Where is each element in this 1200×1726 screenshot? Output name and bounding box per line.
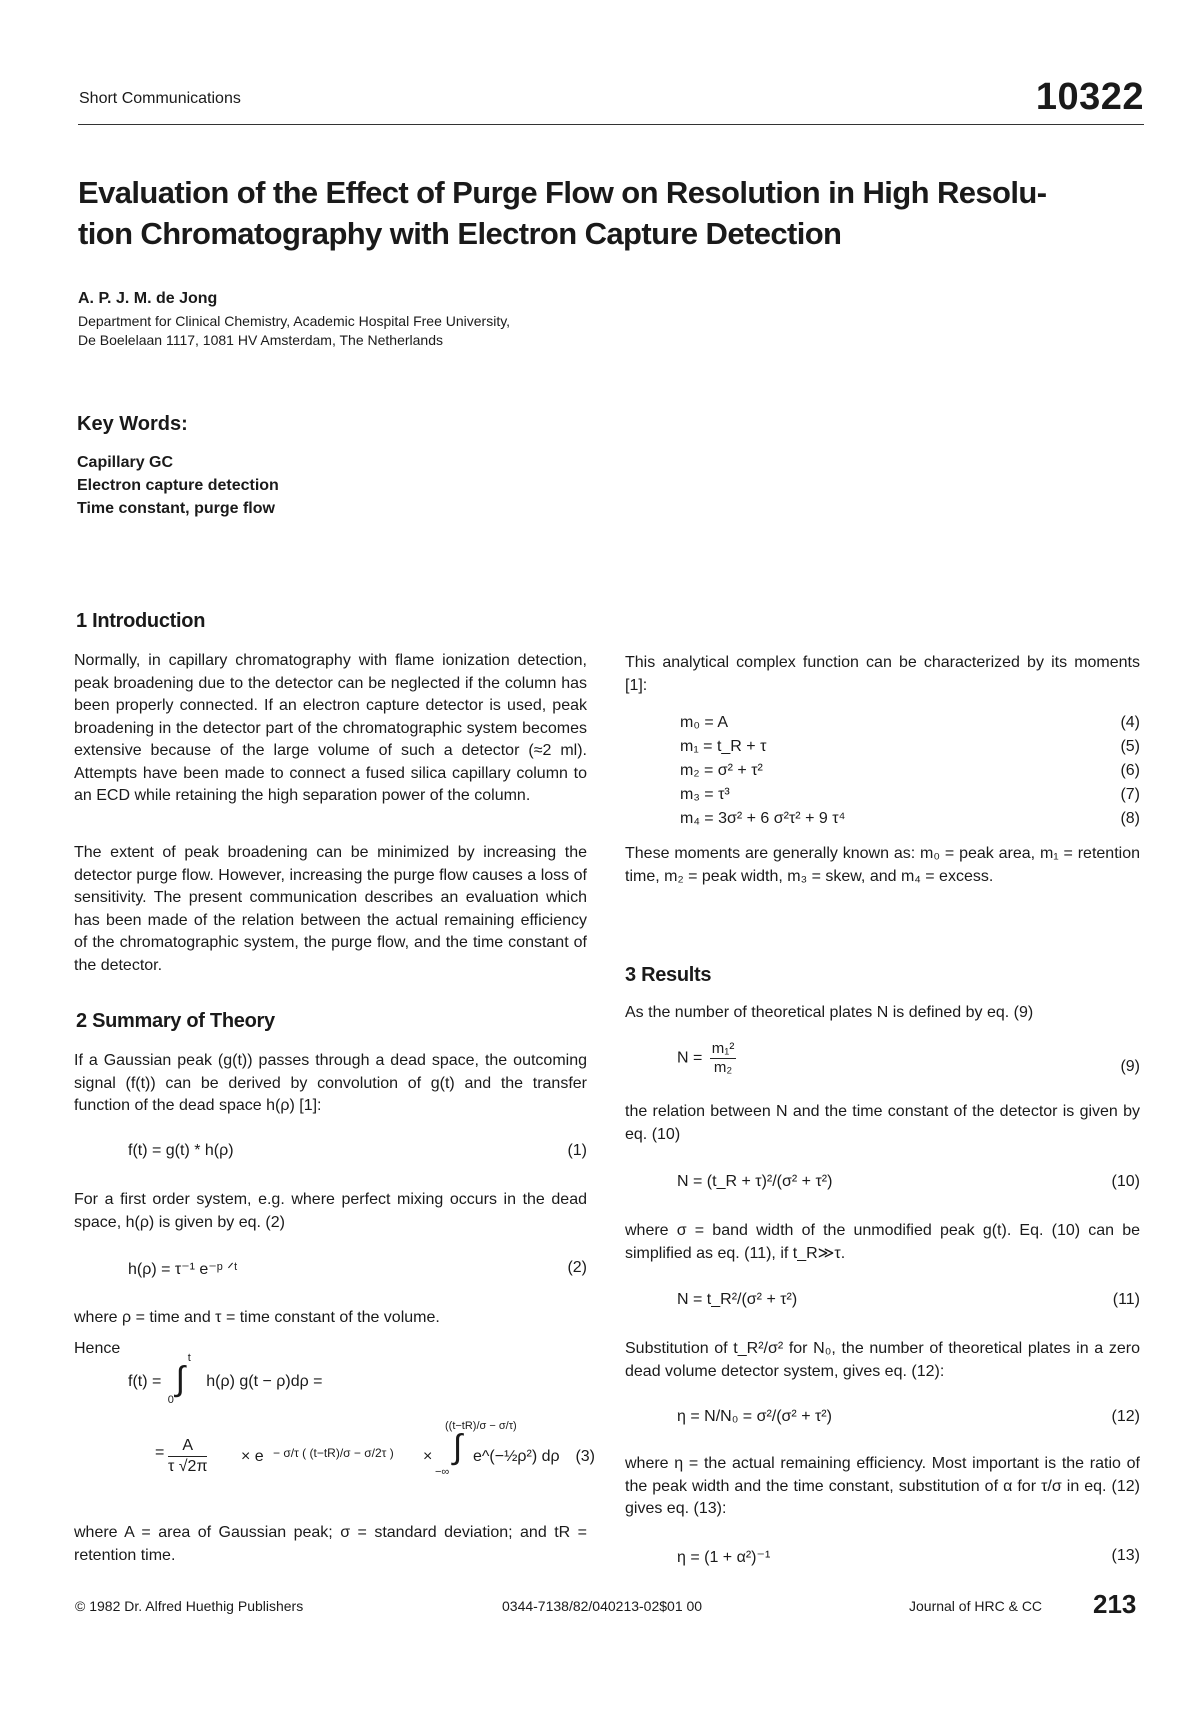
equation-10: N = (t_R + τ)²/(σ² + τ²)	[677, 1173, 833, 1190]
moment-row	[680, 738, 1140, 762]
intro-paragraph: The extent of peak broadening can be minimized by increasing the detector purge flow. However, increasing the purge flow causes a loss of sensitivity. The present communication describes an evaluation which has been made of the relation between the actual remaining efficiency of the chromatographic system, the purge flow, and the time constant of the detector.	[74, 844, 587, 974]
theory-paragraph: where A = area of Gaussian peak; σ = standard deviation; and tR = retention time.	[74, 1524, 587, 1564]
running-header: Short Communications	[79, 90, 241, 107]
header-rule	[78, 124, 1144, 125]
title-line: tion Chromatography with Electron Capture Detection	[78, 216, 842, 251]
moment-eq: m₃ = τ³	[680, 786, 730, 803]
equation-number: (3)	[575, 1448, 595, 1465]
equation-number: (8)	[1120, 810, 1140, 827]
fraction	[710, 1040, 737, 1077]
integral-upper: ((t−tR)/σ − σ/τ)	[445, 1420, 517, 1432]
equation-9	[677, 1040, 739, 1077]
equation-number: (7)	[1120, 786, 1140, 803]
moment-row	[680, 714, 1140, 738]
affiliation	[78, 312, 510, 350]
equation-number: (11)	[1112, 1291, 1140, 1308]
integral-sign: ∫	[175, 1360, 186, 1398]
moment-eq: m₂ = σ² + τ²	[680, 762, 763, 779]
equation-3-line-1	[128, 1352, 323, 1412]
equation-2: h(ρ) = τ⁻¹ e⁻ᵖ ᐟᵗ	[128, 1261, 238, 1278]
equation-number: (12)	[1111, 1408, 1140, 1425]
moments-paragraph: This analytical complex function can be characterized by its moments [1]:	[625, 654, 1140, 694]
footer-copyright: © 1982 Dr. Alfred Huethig Publishers	[75, 1598, 304, 1614]
exp-e: × e	[241, 1448, 264, 1465]
theory-paragraph: where ρ = time and τ = time constant of the volume.	[74, 1309, 440, 1326]
keyword: Electron capture detection	[77, 477, 279, 494]
article-title	[78, 172, 1148, 254]
moment-eq: m₄ = 3σ² + 6 σ²τ² + 9 τ⁴	[680, 810, 846, 827]
keywords-heading: Key Words:	[77, 413, 188, 435]
results-paragraph: where σ = band width of the unmodified peak g(t). Eq. (10) can be simplified as eq. (11), if t_R≫τ.	[625, 1222, 1140, 1262]
numerator: m₁²	[711, 1040, 735, 1057]
article-number: 10322	[1035, 76, 1144, 118]
keywords-list	[77, 451, 279, 520]
results-paragraph: the relation between N and the time constant of the detector is given by eq. (10)	[625, 1103, 1140, 1143]
title-line: Evaluation of the Effect of Purge Flow on Resolution in High Resolu-	[78, 175, 1047, 210]
equation-11: N = t_R²/(σ² + τ²)	[677, 1291, 798, 1308]
denominator: τ √2π	[168, 1458, 208, 1475]
section-heading-theory: 2 Summary of Theory	[76, 1010, 275, 1032]
theory-paragraph: If a Gaussian peak (g(t)) passes through a dead space, the outcoming signal (f(t)) can be derived by convolution of g(t) and the transfer function of the dead space h(ρ) [1]:	[74, 1052, 587, 1114]
integral-lower: −∞	[435, 1466, 450, 1478]
footer-code: 0344-7138/82/040213-02$01 00	[502, 1598, 703, 1614]
section-heading-results: 3 Results	[625, 964, 712, 986]
moment-eq: m₀ = A	[680, 714, 728, 731]
moment-row	[680, 786, 1140, 810]
equation-number: (5)	[1120, 738, 1140, 755]
results-paragraph: where η = the actual remaining efficiency. Most important is the ratio of the peak width and the time constant, substitution of α for τ/σ in eq. (12) gives eq. (13):	[625, 1455, 1140, 1517]
author-name: A. P. J. M. de Jong	[78, 290, 218, 307]
integral-lower: 0	[167, 1394, 174, 1406]
exponent: − σ/τ ( (t−tR)/σ − σ/2τ )	[273, 1446, 394, 1460]
page-number: 213	[1093, 1589, 1137, 1619]
integral-sign: ∫	[453, 1428, 463, 1466]
eq-lhs: N =	[677, 1049, 703, 1067]
hence-label: Hence	[74, 1340, 121, 1357]
equation-3-line-2: = $\frac{A}{\tau √2\pi}$ × e − σ/τ ( (t−tR)/σ − σ/2τ ) × ((t−tR)/σ − σ/τ) ∫ −∞ e^(−½ρ²) dρ (3)	[155, 1420, 595, 1478]
equation-number: (13)	[1111, 1547, 1140, 1564]
affiliation-line: De Boelelaan 1117, 1081 HV Amsterdam, The Netherlands	[78, 332, 443, 348]
denominator: m₂	[713, 1059, 733, 1076]
footer-journal: Journal of HRC & CC	[909, 1598, 1043, 1614]
equation-number: (1)	[567, 1142, 587, 1159]
results-paragraph: As the number of theoretical plates N is defined by eq. (9)	[625, 1004, 1034, 1021]
keyword: Capillary GC	[77, 454, 174, 471]
equation-number: (10)	[1111, 1173, 1140, 1190]
keyword: Time constant, purge flow	[77, 500, 275, 517]
intro-paragraph: Normally, in capillary chromatography with flame ionization detection, peak broadening due to the detector can be neglected if the column has been properly connected. If an electron capture detector is used, peak broadening in the detector part of the chromatographic system becomes extensive because of the large volume of such a detector (≈2 ml). Attempts have been made to connect a fused silica capillary column to an ECD while retaining the high separation power of the column.	[74, 652, 587, 804]
results-paragraph: Substitution of t_R²/σ² for N₀, the number of theoretical plates in a zero dead volume detector system, gives eq. (12):	[625, 1340, 1140, 1380]
moments-paragraph: These moments are generally known as: m₀ = peak area, m₁ = retention time, m₂ = peak width, m₃ = skew, and m₄ = excess.	[625, 845, 1140, 885]
integrand: e^(−½ρ²) dρ	[473, 1448, 560, 1465]
equation-number: (2)	[567, 1259, 587, 1276]
moment-row	[680, 762, 1140, 786]
equation-12: η = N/N₀ = σ²/(σ² + τ²)	[677, 1408, 832, 1425]
equation-number: (6)	[1120, 762, 1140, 779]
equation-number: (9)	[1120, 1058, 1140, 1075]
moment-row	[680, 810, 1140, 834]
moments-equations	[680, 714, 1140, 834]
moment-eq: m₁ = t_R + τ	[680, 738, 767, 755]
affiliation-line: Department for Clinical Chemistry, Academic Hospital Free University,	[78, 313, 511, 329]
theory-paragraph: For a first order system, e.g. where perfect mixing occurs in the dead space, h(ρ) is given by eq. (2)	[74, 1191, 587, 1231]
equation-1: f(t) = g(t) * h(ρ)	[128, 1142, 234, 1159]
fraction	[168, 1436, 207, 1477]
section-heading-introduction: 1 Introduction	[76, 610, 206, 632]
equation-13: η = (1 + α²)⁻¹	[677, 1549, 771, 1566]
eq-integrand: h(ρ) g(t − ρ)dρ =	[206, 1373, 323, 1391]
times: ×	[423, 1448, 433, 1465]
equation-number: (4)	[1120, 714, 1140, 731]
eq-lhs: f(t) =	[128, 1373, 162, 1391]
integral-upper: t	[187, 1352, 191, 1364]
numerator: A	[168, 1436, 207, 1457]
